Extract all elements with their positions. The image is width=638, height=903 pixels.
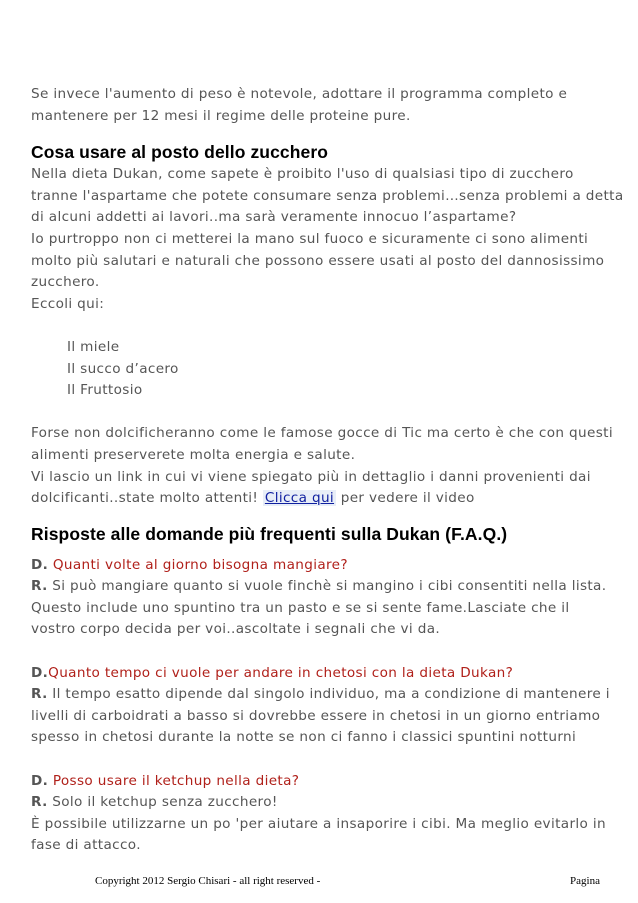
paragraph-line: Io purtroppo non ci metterei la mano sul fuoco e sicuramente ci sono alimenti [31,230,589,247]
answer-text: Il tempo esatto dipende dal singolo individuo, ma a condizione di mantenere i [52,686,610,703]
video-link[interactable]: Clicca qui [264,490,335,507]
list-item: Il Fruttosio [67,382,143,399]
section-heading-sugar: Cosa usare al posto dello zucchero [31,142,329,163]
question-text: Quanto tempo ci vuole per andare in chetosi con la dieta Dukan? [48,664,514,681]
paragraph-line: alimenti preserverete molta energia e salute. [31,446,356,463]
answer-label: R. [31,686,48,703]
answer-text: Si può mangiare quanto si vuole finchè si mangino i cibi consentiti nella lista. [52,578,607,595]
answer-label: R. [31,578,48,595]
paragraph-line: di alcuni addetti ai lavori..ma sarà veramente innocuo l’aspartame? [31,209,517,226]
faq-question [31,555,611,577]
faq-question [31,663,611,685]
question-label: D. [31,664,49,681]
alternatives-list [31,337,611,402]
faq-question [31,771,611,793]
document-page [31,84,624,857]
paragraph-line: zucchero. [31,274,100,291]
faq-answer [31,576,611,598]
link-suffix: per vedere il video [340,490,475,507]
answer-line: Questo include uno spuntino tra un pasto e se si sente fame.Lasciate che il [31,599,570,616]
paragraph-line: Nella dieta Dukan, come sapete è proibito l'uso di qualsiasi tipo di zucchero [31,166,574,183]
link-line [31,488,611,510]
question-text: Quanti volte al giorno bisogna mangiare? [52,556,348,573]
answer-line: livelli di carboidrati a basso si dovrebbe essere in chetosi in un giorno entriamo [31,707,601,724]
answer-line: vostro corpo decida per voi..ascoltate i segnali che vi da. [31,621,441,638]
question-label: D. [31,556,49,573]
answer-line: fase di attacco. [31,837,141,854]
answer-label: R. [31,794,48,811]
section-heading-faq: Risposte alle domande più frequenti sulla Dukan (F.A.Q.) [31,523,508,544]
link-prefix: dolcificanti..state molto attenti! [31,490,259,507]
paragraph-line: Vi lascio un link in cui vi viene spiegato più in dettaglio i danni provenienti dai [31,468,591,485]
answer-line: È possibile utilizzarne un po 'per aiutare a insaporire i cibi. Ma meglio evitarlo in [31,815,606,832]
faq-answer [31,684,611,706]
answer-text: Solo il ketchup senza zucchero! [52,794,278,811]
answer-line: spesso in chetosi durante la notte se non ci fanno i classici spuntini notturni [31,729,577,746]
intro-line: Se invece l'aumento di peso è notevole, adottare il programma completo e [31,86,568,102]
page-footer [95,875,600,887]
paragraph-line: molto più salutari e naturali che possono essere usati al posto del dannosissimo [31,252,605,269]
faq-answer [31,792,611,814]
question-label: D. [31,772,49,789]
paragraph-line: Eccoli qui: [31,295,105,312]
page-number-label: Pagina [570,875,600,887]
copyright-text: Copyright 2012 Sergio Chisari - all right reserved - [95,875,321,887]
list-item: Il succo d’acero [67,360,179,377]
list-item: Il miele [67,338,120,355]
paragraph-line: tranne l'aspartame che potete consumare senza problemi…senza problemi a detta [31,187,624,204]
intro-line: mantenere per 12 mesi il regime delle proteine pure. [31,107,411,124]
question-text: Posso usare il ketchup nella dieta? [52,772,300,789]
paragraph-line: Forse non dolcificheranno come le famose gocce di Tic ma certo è che con questi [31,425,613,442]
